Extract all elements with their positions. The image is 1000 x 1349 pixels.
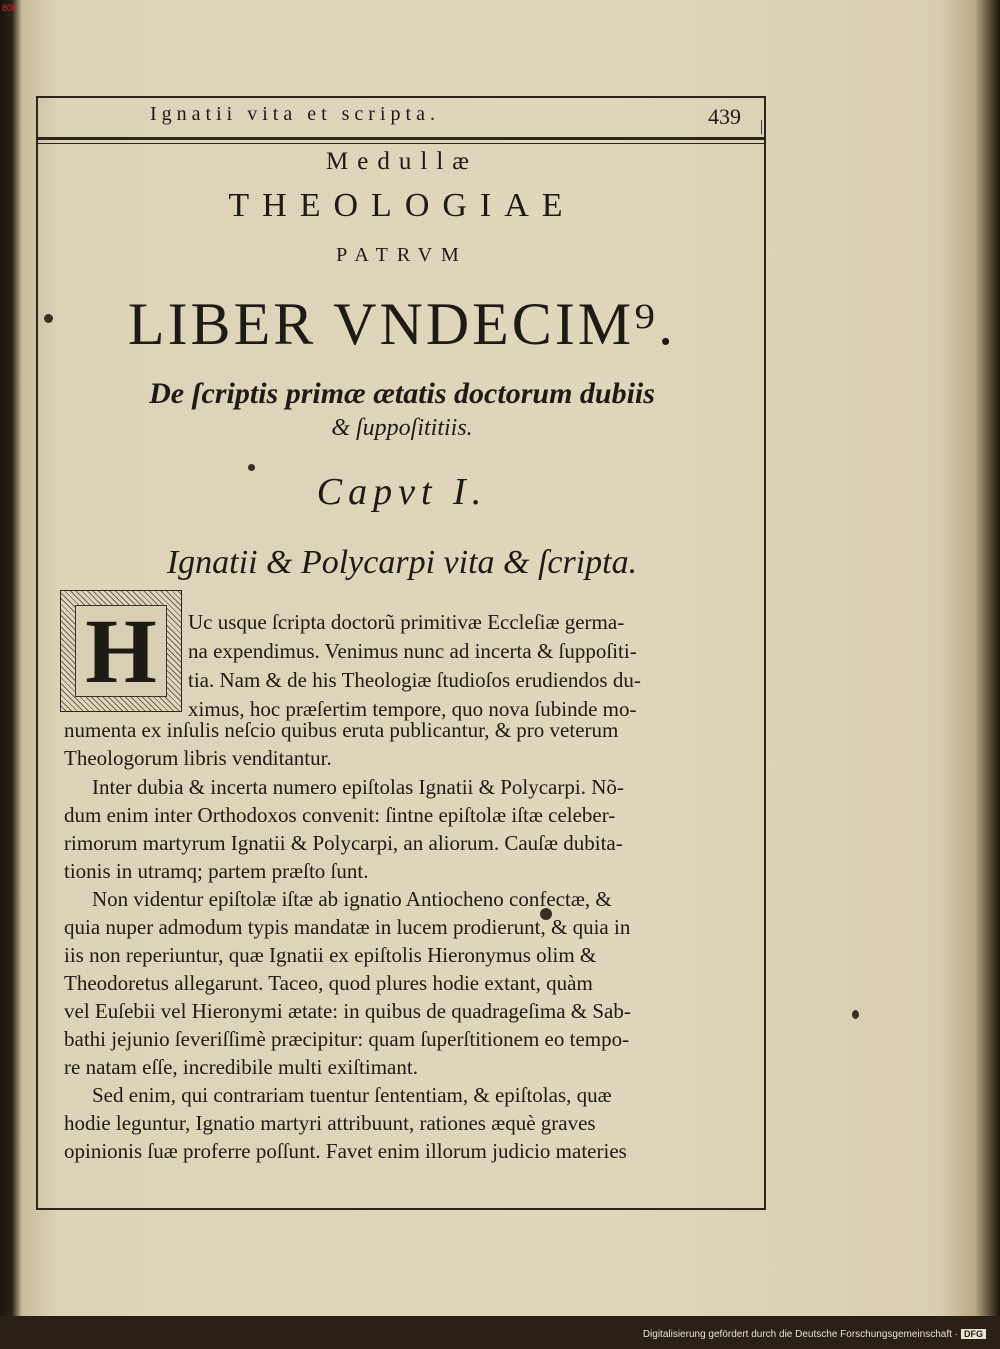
- title-medullae: Medullæ: [326, 148, 478, 175]
- text-line: vel Euſebii vel Hieronymi ætate: in quibus de quadrageſima & Sab-: [64, 999, 631, 1023]
- text-line: bathi jejunio ſeveriſſimè præcipitur: quam ſuperſtitionem eo tempo-: [64, 1027, 630, 1051]
- title-liber: LIBER VNDECIM⁹.: [127, 291, 677, 357]
- text-line: numenta ex inſulis neſcio quibus eruta publicantur, & pro veterum: [64, 718, 619, 742]
- text-line: Sed enim, qui contrariam tuentur ſententiam, & epiſtolas, quæ: [92, 1083, 612, 1107]
- caput-heading: Capvt I.: [316, 471, 488, 513]
- text-line: quia nuper admodum typis mandatæ in lucem prodierunt, & quia in: [64, 915, 631, 939]
- text-line: hodie leguntur, Ignatio martyri attribuunt, rationes æquè graves: [64, 1111, 596, 1135]
- text-line: tia. Nam & de his Theologiæ ſtudioſos erudiendos du-: [188, 668, 641, 692]
- title-theologiae: THEOLOGIAE: [228, 187, 576, 224]
- text-line: Inter dubia & incerta numero epiſtolas Ignatii & Polycarpi. Nõ-: [92, 775, 624, 799]
- drop-cap: [60, 590, 182, 712]
- text-line: re natam eſſe, incredibile multi exiſtimant.: [64, 1055, 418, 1079]
- drop-cap-letter: H: [85, 600, 157, 702]
- digitization-credit: [643, 1329, 986, 1340]
- text-line: Non videntur epiſtolæ iſtæ ab ignatio Antiocheno confectæ, &: [92, 887, 612, 911]
- header-rule: [38, 137, 766, 140]
- text-line: opinionis ſuæ proferre poſſunt. Favet enim illorum judicio materies: [64, 1139, 627, 1163]
- credit-text: Digitalisierung gefördert durch die Deutsche Forschungsgemeinschaft ·: [642, 1329, 958, 1340]
- subtitle-line-1: De ſcriptis primæ ætatis doctorum dubiis: [149, 377, 655, 410]
- text-line: Theologorum libris venditantur.: [64, 746, 332, 770]
- text-line: iis non reperiuntur, quæ Ignatii ex epiſtolis Hieronymus olim &: [64, 943, 597, 967]
- text-line: tionis in utramq; partem præſto ſunt.: [64, 859, 369, 883]
- text-line: Uc usque ſcripta doctorũ primitivæ Eccleſiæ germa-: [188, 610, 625, 634]
- page-mark: 808: [2, 3, 18, 13]
- text-line: Theodoretus allegarunt. Taceo, quod plures hodie extant, quàm: [64, 971, 593, 995]
- text-line: ximus, hoc præſertim tempore, quo nova ſubinde mo-: [188, 697, 637, 721]
- text-line: na expendimus. Venimus nunc ad incerta & ſuppoſiti-: [188, 639, 637, 663]
- running-head: Ignatii vita et scripta.: [150, 103, 440, 125]
- subtitle-line-2: & ſuppoſititiis.: [331, 415, 473, 441]
- text-line: rimorum martyrum Ignatii & Polycarpi, an aliorum. Cauſæ dubita-: [64, 831, 623, 855]
- margin-tick: |: [760, 118, 764, 135]
- ink-spot-icon: [852, 1010, 859, 1019]
- chapter-title: Ignatii & Polycarpi vita & ſcripta.: [166, 544, 638, 581]
- header-rule-thin: [38, 143, 766, 144]
- page-number: 439: [708, 104, 741, 129]
- ornament-dot-icon: [44, 314, 53, 323]
- ornament-dot-icon: [248, 464, 255, 471]
- title-patrum: PATRVM: [336, 244, 468, 266]
- dfg-logo-icon: DFG: [961, 1329, 986, 1339]
- text-line: dum enim inter Orthodoxos convenit: ſintne epiſtolæ iſtæ celeber-: [64, 803, 616, 827]
